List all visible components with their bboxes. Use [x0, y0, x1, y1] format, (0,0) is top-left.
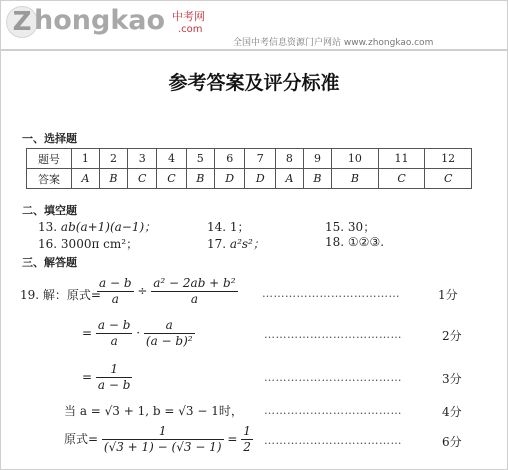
item-answer: a²s²；	[229, 237, 265, 251]
cell-number: 7	[245, 149, 276, 169]
equals: =	[82, 370, 93, 384]
cell-number: 12	[425, 149, 472, 169]
fraction	[96, 318, 133, 349]
cell-number: 5	[186, 149, 214, 169]
section-solve-heading: 三、解答题	[22, 256, 77, 269]
cell-number: 9	[303, 149, 331, 169]
cell-number: 3	[128, 149, 157, 169]
cell-answer: C	[378, 169, 425, 189]
fraction	[151, 276, 237, 307]
numerator: 1	[102, 424, 224, 440]
cell-number: 10	[332, 149, 379, 169]
equals: =	[227, 432, 238, 446]
cell-number: 8	[276, 149, 304, 169]
leader-dots: ………………………………	[262, 287, 400, 300]
denominator: a	[111, 292, 119, 306]
numerator: a − b	[99, 276, 132, 290]
item-answer: 3000π cm²；	[60, 237, 139, 251]
cell-answer: C	[425, 169, 472, 189]
denominator: a	[110, 334, 118, 348]
leader-dots: ………………………………	[264, 404, 402, 417]
logo-chinese: 中考网	[172, 10, 205, 23]
cell-answer: D	[245, 169, 276, 189]
section-choice-heading: 一、选择题	[22, 132, 77, 145]
step3-expression	[82, 362, 132, 393]
denominator: (√3 + 1) − (√3 − 1)	[103, 440, 222, 454]
numerator: a² − 2ab + b²	[153, 276, 236, 290]
cell-answer: D	[214, 169, 245, 189]
step1-expression	[97, 276, 238, 307]
cell-answer: C	[157, 169, 186, 189]
q19-number: 19.	[20, 288, 40, 302]
site-logo[interactable]	[4, 2, 234, 38]
numerator: a − b	[97, 318, 131, 332]
leader-dots: ………………………………	[264, 371, 402, 384]
page-title: 参考答案及评分标准	[168, 72, 340, 94]
score-3: 3分	[442, 372, 462, 386]
step5-lead: 原式=	[64, 432, 99, 446]
fill-item-13	[38, 218, 156, 235]
item-number: 14.	[207, 220, 227, 234]
fraction	[96, 362, 133, 393]
step5-expression	[64, 424, 253, 455]
logo-word: hongkao	[34, 5, 166, 36]
numerator: a	[144, 318, 195, 334]
score-6: 6分	[442, 435, 462, 449]
denominator: 2	[243, 440, 251, 454]
fill-item-14	[207, 218, 250, 235]
fraction	[144, 318, 195, 349]
item-answer: 1；	[229, 220, 250, 234]
cell-number: 1	[72, 149, 100, 169]
score-1: 1分	[438, 288, 458, 302]
item-number: 15.	[325, 220, 345, 234]
cell-number: 4	[157, 149, 186, 169]
cell-answer: B	[332, 169, 379, 189]
numerator: 1	[243, 424, 251, 438]
q19-lead	[20, 286, 101, 303]
item-answer: 30；	[347, 220, 376, 234]
cell-answer: B	[99, 169, 127, 189]
numerator: 1	[96, 362, 133, 378]
item-number: 17.	[207, 237, 227, 251]
fraction	[241, 424, 253, 455]
fraction	[97, 276, 134, 307]
item-number: 16.	[38, 237, 58, 251]
denominator: a	[190, 292, 198, 306]
site-tagline: 全国中考信息资源门户网站 www.zhongkao.com	[233, 38, 434, 48]
equals: =	[82, 326, 93, 340]
operator: ÷	[137, 284, 148, 298]
fill-item-17	[207, 235, 265, 252]
section-fill-heading: 二、填空题	[22, 204, 77, 217]
cell-answer: B	[303, 169, 331, 189]
cell-answer: A	[276, 169, 304, 189]
fill-item-18	[325, 235, 384, 249]
operator: ·	[136, 326, 141, 340]
item-number: 18.	[325, 235, 345, 249]
answer-table	[26, 148, 472, 189]
cell-answer: B	[186, 169, 214, 189]
item-number: 13.	[38, 220, 58, 234]
table-row-numbers	[27, 149, 472, 169]
score-4: 4分	[442, 405, 462, 419]
cell-number: 2	[99, 149, 127, 169]
leader-dots: ………………………………	[264, 434, 402, 447]
item-answer: ab(a+1)(a−1)；	[60, 220, 157, 234]
score-2: 2分	[442, 329, 462, 343]
cell-number: 11	[378, 149, 425, 169]
cell-answer: C	[128, 169, 157, 189]
row-label: 题号	[27, 149, 72, 169]
logo-letter: Z	[12, 7, 32, 37]
header-divider	[0, 49, 508, 51]
table-row-answers	[27, 169, 472, 189]
step4-condition: 当 a = √3 + 1, b = √3 − 1时，	[64, 404, 243, 418]
q19-intro: 解：原式=	[42, 288, 101, 302]
logo-domain: .com	[178, 24, 203, 35]
denominator: (a − b)²	[145, 334, 193, 348]
leader-dots: ………………………………	[264, 328, 402, 341]
cell-number: 6	[214, 149, 245, 169]
fraction	[102, 424, 224, 455]
fill-item-15	[325, 218, 375, 235]
step2-expression	[82, 318, 195, 349]
denominator: a − b	[97, 378, 131, 392]
cell-answer: A	[72, 169, 100, 189]
row-label: 答案	[27, 169, 72, 189]
item-answer: ①②③.	[347, 235, 385, 249]
fill-item-16	[38, 235, 138, 252]
